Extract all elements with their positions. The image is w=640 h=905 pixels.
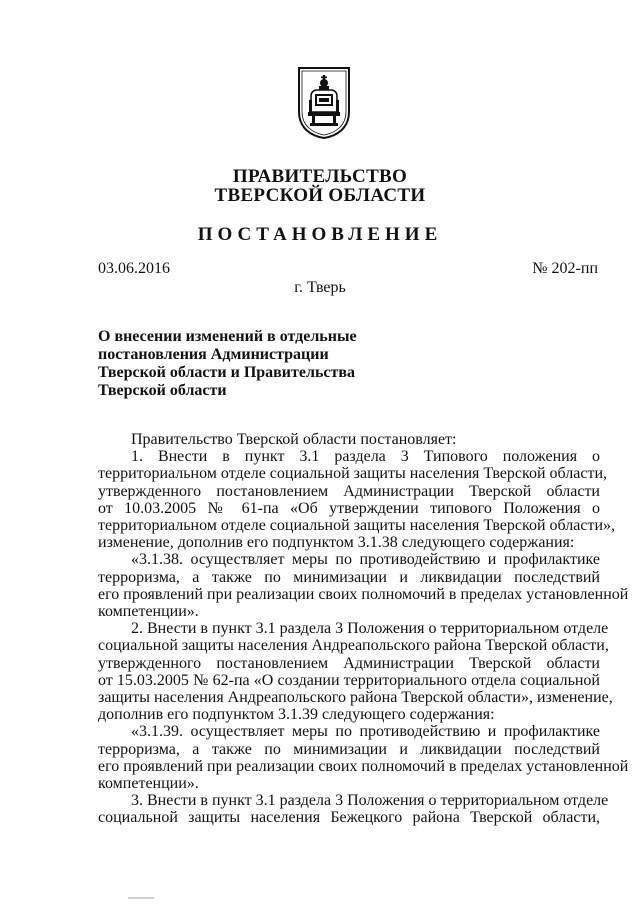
body-line: утвержденного постановлением Администрации Тверской области (98, 654, 600, 672)
body-line: компетенции». (98, 603, 199, 621)
body-line: от 10.03.2005 № 61-па «Об утверждении типового Положения о (98, 499, 600, 517)
body-line: Правительство Тверской области постановляет: (131, 431, 457, 448)
document-subject (98, 328, 398, 400)
body-line: «3.1.39. осуществляет меры по противодействию и профилактике (131, 723, 600, 741)
body-line: 3. Внести в пункт 3.1 раздела 3 Положения о территориальном отделе (131, 792, 609, 810)
subject-line: Тверской области и Правительства (98, 364, 356, 381)
document-city: г. Тверь (294, 279, 346, 296)
body-line: утвержденного постановлением Администрации Тверской области (98, 482, 600, 500)
body-line: защиты населения Андреапольского района Тверской области», изменение, (98, 689, 613, 707)
body-line: от 15.03.2005 № 62-па «О создании территориального отдела социальной (98, 671, 600, 689)
body-line: 1. Внести в пункт 3.1 раздела 3 Типового положения о (131, 448, 600, 466)
scan-artifact (128, 897, 154, 899)
body-line: компетенции». (98, 775, 199, 793)
document-body (98, 431, 629, 827)
subject-line: постановления Администрации (98, 346, 329, 363)
document-number: № 202-пп (532, 260, 598, 277)
body-line: «3.1.38. осуществляет меры по противодействию и профилактике (131, 551, 600, 569)
body-line: изменение, дополнив его подпунктом 3.1.38 следующего содержания: (98, 534, 575, 552)
body-line: территориальном отделе социальной защиты населения Тверской области», (98, 517, 616, 535)
coat-of-arms-emblem (297, 66, 351, 140)
body-line: его проявлений при реализации своих полномочий в пределах установленной (98, 757, 629, 775)
body-line: его проявлений при реализации своих полномочий в пределах установленной (98, 585, 629, 603)
subject-line: О внесении изменений в отдельные (98, 328, 357, 345)
body-line: территориальном отделе социальной защиты населения Тверской области, (98, 465, 608, 483)
subject-line: Тверской области (98, 382, 227, 399)
government-title-line2: ТВЕРСКОЙ ОБЛАСТИ (214, 185, 426, 206)
document-type-heading: ПОСТАНОВЛЕНИЕ (197, 224, 443, 245)
body-line: терроризма, а также по минимизации и ликвидации последствий (98, 740, 600, 758)
body-line: социальной защиты населения Бежецкого района Тверской области, (98, 809, 600, 827)
body-line: социальной защиты населения Андреапольского района Тверской области, (98, 637, 609, 655)
government-title-line1: ПРАВИТЕЛЬСТВО (232, 166, 408, 187)
body-line: 2. Внести в пункт 3.1 раздела 3 Положения о территориальном отделе (131, 620, 609, 638)
body-line: терроризма, а также по минимизации и ликвидации последствий (98, 568, 600, 586)
body-line: дополнив его подпунктом 3.1.39 следующего содержания: (98, 706, 495, 724)
document-date: 03.06.2016 (98, 260, 170, 277)
